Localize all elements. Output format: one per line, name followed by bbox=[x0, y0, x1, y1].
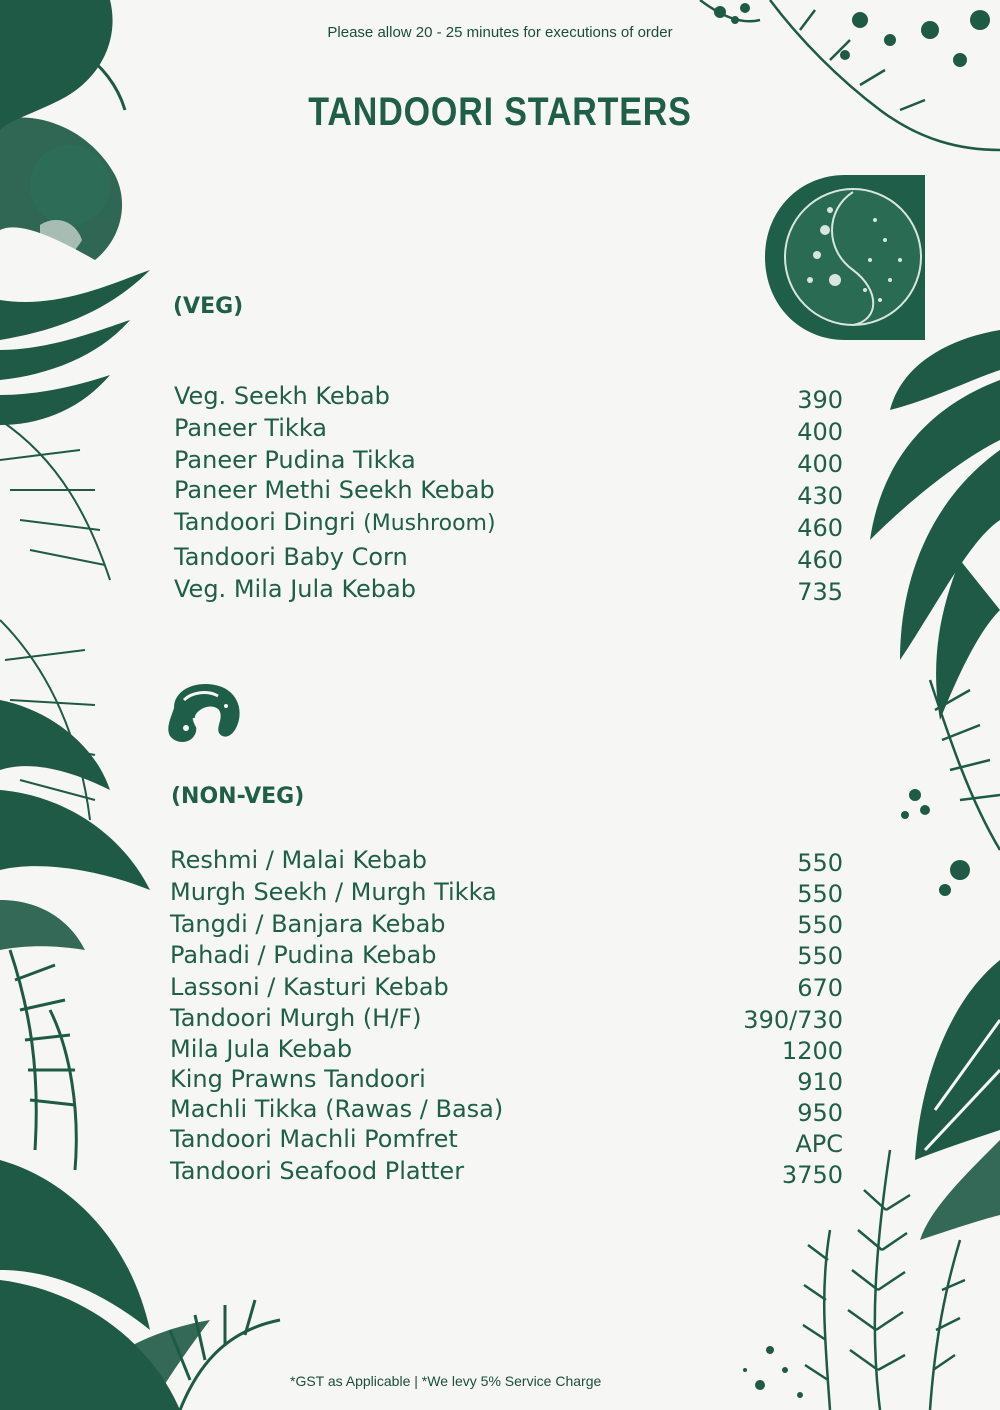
menu-item bbox=[0, 1095, 1000, 1127]
menu-item bbox=[0, 1004, 1000, 1036]
item-name: Paneer Pudina Tikka bbox=[174, 446, 416, 474]
item-name: Tandoori Murgh (H/F) bbox=[170, 1004, 422, 1032]
item-price: 950 bbox=[797, 1099, 843, 1127]
menu-item bbox=[0, 878, 1000, 910]
item-name-text: Tandoori Dingri bbox=[174, 508, 364, 536]
menu-item bbox=[0, 846, 1000, 878]
menu-item bbox=[0, 1065, 1000, 1097]
item-name: Paneer Methi Seekh Kebab bbox=[174, 476, 495, 504]
item-name: Pahadi / Pudina Kebab bbox=[170, 941, 437, 969]
item-price: 400 bbox=[797, 450, 843, 478]
mushroom-icon bbox=[164, 678, 244, 750]
item-price: 400 bbox=[797, 418, 843, 446]
plate-icon bbox=[765, 170, 930, 345]
item-name: Tandoori Machli Pomfret bbox=[170, 1125, 458, 1153]
item-price: 735 bbox=[797, 578, 843, 606]
menu-item bbox=[0, 1125, 1000, 1157]
item-name: Reshmi / Malai Kebab bbox=[170, 846, 428, 874]
item-price: 1200 bbox=[781, 1037, 843, 1065]
item-price: 550 bbox=[797, 880, 843, 908]
item-name: Veg. Mila Jula Kebab bbox=[174, 575, 416, 603]
item-price: 910 bbox=[797, 1068, 843, 1096]
footer-note: *GST as Applicable | *We levy 5% Service Charge bbox=[290, 1373, 602, 1389]
menu-item bbox=[0, 1157, 1000, 1189]
menu-item bbox=[0, 446, 1000, 478]
menu-item bbox=[0, 414, 1000, 446]
item-name: Machli Tikka (Rawas / Basa) bbox=[170, 1095, 504, 1123]
item-note: (Mushroom) bbox=[363, 511, 496, 536]
menu-item bbox=[0, 543, 1000, 575]
item-price: 550 bbox=[797, 849, 843, 877]
order-time-notice: Please allow 20 - 25 minutes for executions of order bbox=[327, 24, 673, 41]
item-price: 3750 bbox=[781, 1161, 843, 1189]
nonveg-section-heading: (NON-VEG) bbox=[171, 784, 305, 809]
menu-item bbox=[0, 382, 1000, 414]
item-name: Tandoori Seafood Platter bbox=[170, 1157, 465, 1185]
veg-section-heading: (VEG) bbox=[173, 294, 244, 319]
item-name: King Prawns Tandoori bbox=[170, 1065, 426, 1093]
menu-item bbox=[0, 973, 1000, 1005]
item-name: Tandoori Baby Corn bbox=[174, 543, 408, 571]
item-price: 550 bbox=[797, 942, 843, 970]
menu-item bbox=[0, 575, 1000, 607]
item-name: Mila Jula Kebab bbox=[170, 1035, 353, 1063]
item-name: Paneer Tikka bbox=[174, 414, 328, 442]
item-price: APC bbox=[795, 1130, 843, 1158]
item-name: Lassoni / Kasturi Kebab bbox=[170, 973, 449, 1001]
item-name: Murgh Seekh / Murgh Tikka bbox=[170, 878, 497, 906]
item-price: 390/730 bbox=[743, 1006, 843, 1034]
menu-item bbox=[0, 941, 1000, 973]
page-title: TANDOORI STARTERS bbox=[308, 90, 692, 134]
menu-item bbox=[0, 476, 1000, 508]
item-price: 670 bbox=[797, 974, 843, 1002]
item-name bbox=[174, 508, 496, 536]
item-price: 550 bbox=[797, 911, 843, 939]
menu-item bbox=[0, 1035, 1000, 1067]
menu-item bbox=[0, 910, 1000, 942]
item-price: 460 bbox=[797, 514, 843, 542]
item-name: Tangdi / Banjara Kebab bbox=[170, 910, 446, 938]
menu-item bbox=[0, 508, 1000, 540]
item-price: 430 bbox=[797, 482, 843, 510]
item-price: 390 bbox=[797, 386, 843, 414]
item-name: Veg. Seekh Kebab bbox=[174, 382, 390, 410]
item-price: 460 bbox=[797, 546, 843, 574]
